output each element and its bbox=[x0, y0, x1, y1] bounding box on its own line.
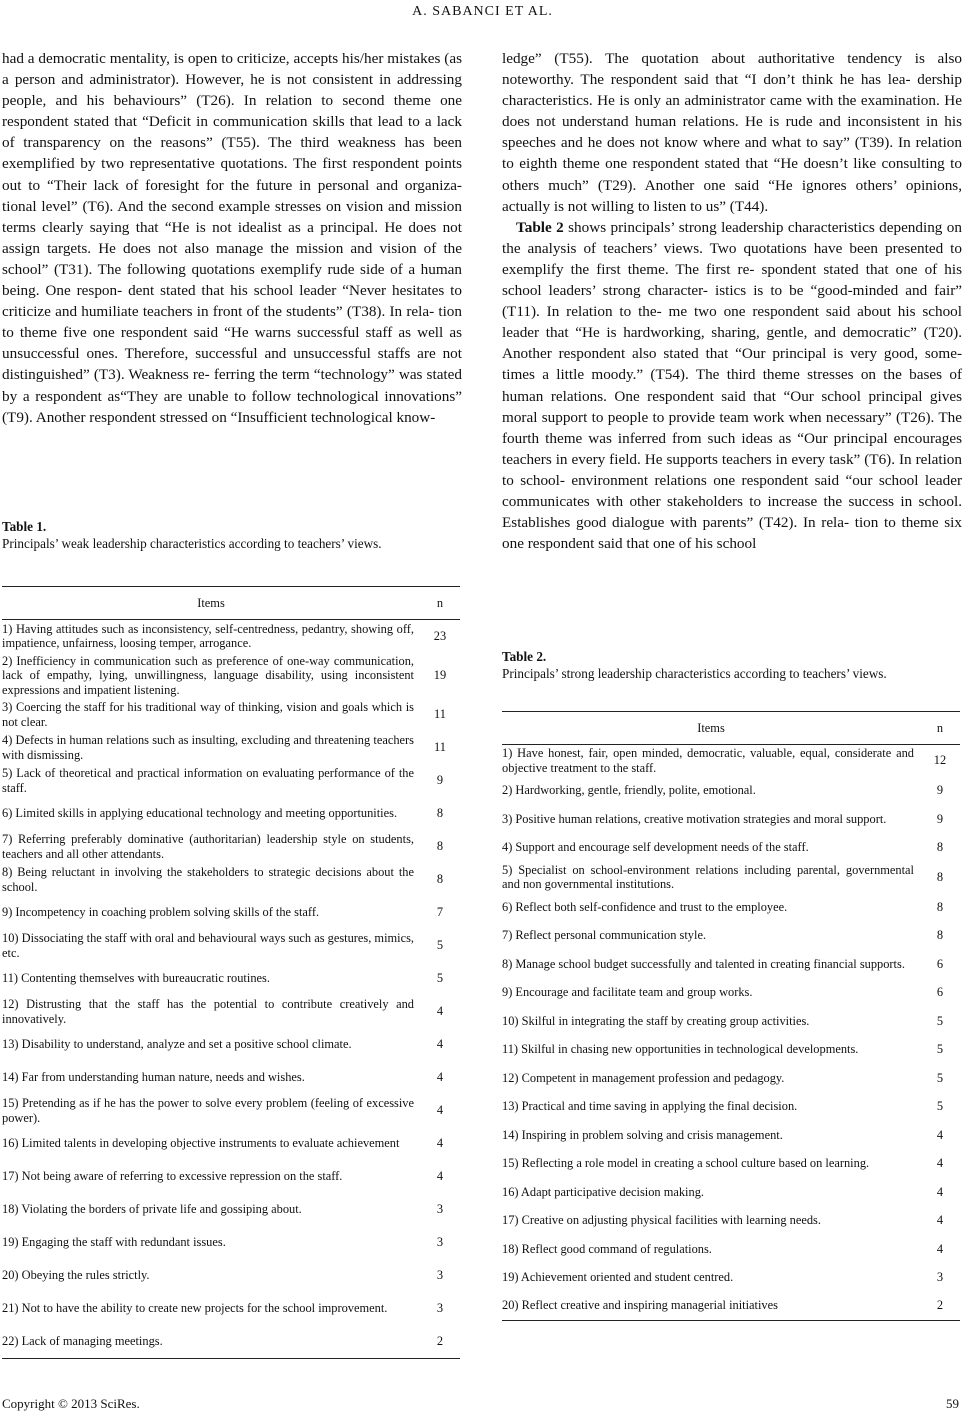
table-cell-item: 20) Reflect creative and inspiring managerial initiatives bbox=[502, 1292, 920, 1321]
table-cell-item: 19) Engaging the staff with redundant issues. bbox=[2, 1235, 226, 1250]
body-paragraph-text: shows principals’ strong leadership characteristics depending on the analysis of teachers’ views. Two quotations have been presented to exemplify the first theme. The first re- spondent stated that one of his school leaders’ strong character- istics is to be “good-minded and fair” (T11). In relation to the- me two one respondent said about his school leader that “He is hardworking, sharing, gentle, and democratic” (T20). Another respondent also stated that “Our principal is very good, some- times a little moody.” (T54). The third theme stresses on the bases of human relations. One respondent said that “Our school principal gives moral support to people to provide team work when necessary” (T26). The fourth theme was inferred from such ideas as “Our principal encourages teachers in every field. He supports teachers in every task” (T6). In relation to school- environment relations one respondent said “our school leader communicates with other stakeholders to increase the success in school. Establishes good dialogue with parents” (T42). In rela- tion to theme six one respondent said that one of his school bbox=[502, 218, 962, 553]
table1 bbox=[2, 586, 460, 1359]
table-cell-n: 5 bbox=[936, 1099, 944, 1113]
table-row bbox=[502, 1121, 960, 1150]
table2 bbox=[502, 711, 960, 1321]
table-cell-item: 19) Achievement oriented and student centred. bbox=[502, 1270, 734, 1284]
table2-caption bbox=[502, 648, 962, 682]
table2-caption-text: Principals’ strong leadership characteristics according to teachers’ views. bbox=[502, 666, 887, 681]
table-cell-item: 18) Reflect good command of regulations. bbox=[502, 1241, 712, 1256]
table-cell-n: 4 bbox=[936, 1156, 944, 1170]
table-cell-n: 4 bbox=[936, 1127, 944, 1142]
table-row bbox=[502, 1206, 960, 1235]
table-cell-n: 5 bbox=[436, 938, 444, 953]
table-cell-item: 14) Inspiring in problem solving and crisis management. bbox=[502, 1127, 783, 1142]
left-column bbox=[2, 48, 462, 428]
table-row bbox=[2, 1061, 460, 1094]
table-cell-item: 6) Limited skills in applying educational technology and meeting opportunities. bbox=[2, 806, 398, 821]
table-cell-item: 9) Encourage and facilitate team and group works. bbox=[502, 985, 753, 999]
table-cell-item: 7) Reflect personal communication style. bbox=[502, 928, 707, 942]
table-row bbox=[2, 1226, 460, 1259]
table-cell-item: 21) Not to have the ability to create new projects for the school improvement. bbox=[2, 1301, 388, 1316]
table-cell-n: 4 bbox=[436, 1004, 444, 1019]
table-row bbox=[2, 863, 460, 896]
table-cell-item: 13) Practical and time saving in applying the final decision. bbox=[502, 1099, 798, 1113]
table-row bbox=[502, 921, 960, 950]
table-cell-n: 4 bbox=[436, 1070, 444, 1085]
table-row bbox=[2, 929, 460, 962]
table-cell-item: 4) Support and encourage self development needs of the staff. bbox=[502, 840, 809, 854]
copyright-footer: Copyright © 2013 SciRes. bbox=[2, 1396, 140, 1411]
table-row bbox=[502, 1235, 960, 1264]
table-row bbox=[502, 1092, 960, 1121]
table-row bbox=[502, 950, 960, 979]
table-cell-item: 2) Hardworking, gentle, friendly, polite, emotional. bbox=[502, 783, 756, 797]
table1-caption-text: Principals’ weak leadership characteristics according to teachers’ views. bbox=[2, 536, 382, 551]
table-row bbox=[2, 797, 460, 830]
table-cell-item: 4) Defects in human relations such as insulting, excluding and threatening teachers with dismissing. bbox=[2, 733, 414, 762]
table-row bbox=[502, 805, 960, 834]
table-row bbox=[2, 1292, 460, 1325]
table-cell-n: 2 bbox=[920, 1292, 960, 1321]
table-cell-item: 5) Lack of theoretical and practical information on evaluating performance of the staff. bbox=[2, 766, 414, 795]
table-cell-item: 18) Violating the borders of private life and gossiping about. bbox=[2, 1202, 302, 1217]
right-column bbox=[502, 48, 962, 554]
table-cell-n: 3 bbox=[436, 1235, 444, 1250]
table-cell-n: 4 bbox=[936, 1213, 944, 1227]
table-row bbox=[502, 893, 960, 922]
table-cell-n: 8 bbox=[936, 928, 944, 942]
table-cell-n: 4 bbox=[436, 1037, 444, 1052]
table-row bbox=[2, 1160, 460, 1193]
table-row bbox=[2, 962, 460, 995]
table-cell-n: 19 bbox=[433, 668, 447, 682]
table-cell-item: 1) Having attitudes such as inconsistency, self-centredness, pedantry, showing off, impatience, unfairness, loosing temper, arrogance. bbox=[2, 621, 414, 651]
table-cell-n: 3 bbox=[436, 1268, 444, 1283]
table-row bbox=[502, 745, 960, 777]
table-cell-item: 20) Obeying the rules strictly. bbox=[2, 1268, 150, 1283]
table-row bbox=[2, 896, 460, 929]
table-row bbox=[2, 1094, 460, 1127]
table-cell-n: 5 bbox=[936, 1013, 944, 1028]
table-cell-n: 8 bbox=[936, 869, 944, 884]
table2-label: Table 2. bbox=[502, 649, 547, 664]
running-header: A. SABANCI ET AL. bbox=[412, 4, 553, 19]
table-cell-n: 12 bbox=[933, 753, 947, 768]
table-cell-n: 9 bbox=[936, 811, 944, 826]
table-row bbox=[502, 1007, 960, 1036]
table-row bbox=[2, 1127, 460, 1160]
table-cell-item: 16) Adapt participative decision making. bbox=[502, 1184, 704, 1199]
body-paragraph bbox=[502, 217, 962, 555]
table-row bbox=[2, 653, 460, 699]
table-row bbox=[2, 698, 460, 731]
table-cell-item: 1) Have honest, fair, open minded, democratic, valuable, equal, considerate and objective treatment to the staff. bbox=[502, 746, 914, 775]
table-cell-item: 8) Manage school budget successfully and talented in creating financial supports. bbox=[502, 956, 905, 971]
table-cell-item: 8) Being reluctant in involving the stakeholders to strategic decisions about the school. bbox=[2, 865, 414, 894]
table1-caption bbox=[2, 518, 462, 552]
table-cell-n: 4 bbox=[436, 1136, 444, 1151]
table-cell-n: 5 bbox=[936, 1042, 944, 1056]
table-cell-item: 7) Referring preferably dominative (authoritarian) leadership style on students, teachers and all other attendants. bbox=[2, 832, 414, 861]
table-cell-item: 12) Competent in management profession and pedagogy. bbox=[502, 1070, 785, 1085]
table-cell-n: 3 bbox=[436, 1301, 444, 1316]
table-cell-n: 8 bbox=[436, 872, 444, 887]
table-row bbox=[502, 862, 960, 893]
table-cell-n: 8 bbox=[936, 899, 944, 914]
table2-reference: Table 2 bbox=[516, 218, 564, 236]
table-cell-n: 3 bbox=[436, 1202, 444, 1217]
table-cell-item: 11) Contenting themselves with bureaucratic routines. bbox=[2, 971, 270, 986]
table-cell-item: 15) Reflecting a role model in creating a school culture based on learning. bbox=[502, 1156, 870, 1170]
table-cell-n: 6 bbox=[936, 985, 944, 999]
page-number: 59 bbox=[946, 1396, 959, 1411]
table-cell-item: 17) Creative on adjusting physical facilities with learning needs. bbox=[502, 1213, 821, 1227]
table1-header-n: n bbox=[420, 587, 460, 620]
table-cell-item: 3) Coercing the staff for his traditional way of thinking, vision and goals which is not clear. bbox=[2, 700, 414, 729]
table-cell-n: 7 bbox=[436, 905, 444, 920]
table-cell-n: 9 bbox=[936, 783, 944, 797]
table-cell-n: 3 bbox=[936, 1270, 944, 1284]
table-cell-item: 22) Lack of managing meetings. bbox=[2, 1325, 420, 1358]
table-cell-n: 5 bbox=[436, 971, 444, 986]
table-cell-item: 3) Positive human relations, creative motivation strategies and moral support. bbox=[502, 811, 887, 826]
table-cell-n: 23 bbox=[433, 629, 447, 643]
table2-header-items: Items bbox=[502, 712, 920, 745]
table-row bbox=[502, 833, 960, 862]
table-row bbox=[2, 1028, 460, 1061]
table-row bbox=[2, 830, 460, 863]
table-cell-item: 6) Reflect both self-confidence and trust to the employee. bbox=[502, 899, 788, 914]
table-cell-item: 14) Far from understanding human nature, needs and wishes. bbox=[2, 1070, 305, 1085]
table-row bbox=[502, 1178, 960, 1207]
table-row bbox=[2, 1193, 460, 1226]
table-row bbox=[502, 776, 960, 805]
table-cell-item: 13) Disability to understand, analyze and set a positive school climate. bbox=[2, 1037, 352, 1052]
table-row bbox=[502, 1064, 960, 1093]
table-cell-n: 4 bbox=[936, 1241, 944, 1256]
table-row bbox=[502, 978, 960, 1007]
table-cell-n: 8 bbox=[936, 840, 944, 854]
table-row bbox=[502, 1149, 960, 1178]
table-cell-item: 2) Inefficiency in communication such as preference of one-way communication, lack of empathy, lying, unwillingness, language disability, using inconsistent expressions and impatient listening. bbox=[2, 653, 414, 697]
table-cell-n: 5 bbox=[936, 1070, 944, 1085]
table-cell-n: 8 bbox=[436, 839, 444, 854]
table-cell-item: 17) Not being aware of referring to excessive repression on the staff. bbox=[2, 1169, 343, 1184]
table-row bbox=[502, 1263, 960, 1292]
table-row bbox=[2, 995, 460, 1028]
body-paragraph: ledge” (T55). The quotation about authoritative tendency is also noteworthy. The respondent said that “I don’t think he has lea- dership characteristics. He is only an administrator came with the examination. He does not understand human relations. He is rude and inconsistent in his speeches and he does not know where and what to say” (T39). In relation to eighth theme one respondent stated that “He doesn’t like consulting to others much” (T29). Another one said “He ignores others’ opinions, actually is not willing to listen to us” (T44). bbox=[502, 50, 962, 215]
table-cell-item: 12) Distrusting that the staff has the potential to contribute creatively and innovatively. bbox=[2, 997, 414, 1026]
table-row bbox=[502, 1035, 960, 1064]
table-row bbox=[2, 764, 460, 797]
table1-label: Table 1. bbox=[2, 519, 47, 534]
table-cell-item: 11) Skilful in chasing new opportunities in technological developments. bbox=[502, 1042, 859, 1056]
table-cell-n: 4 bbox=[936, 1184, 944, 1199]
body-paragraph: had a democratic mentality, is open to criticize, accepts his/her mistakes (as a person and administrator). However, he is not consistent in addressing people, and his behaviours” (T26). In relation to second theme one respondent stated that “Deficit in communication skills that lead to a lack of transparency on the reasons” (T55). The third weakness has been exemplified by two representative quotations. The first respondent points out to “Their lack of foresight for the future in personal and organiza- tional level” (T6). And the second example stresses on vision and mission terms clearly saying that “He is not idealist as a principal. He does not assign targets. He does not also manage the mission and vision of the school” (T31). The following quotations exemplify rude side of a human being. One respon- dent stated that his school leader “Never hesitates to criticize and humiliate teachers in front of the students” (T38). In rela- tion to theme five one respondent said “He warns successful staff as well as unsuccessful ones. Therefore, successful and unsuccessful staffs are not distinguished” (T3). Weakness re- ferring the term “technology” was stated by a respondent as“They are unable to follow technological innovations” (T9). Another respondent stressed on “Insufficient technological know- bbox=[2, 50, 462, 426]
table1-header-items: Items bbox=[2, 587, 420, 620]
table-row bbox=[2, 1325, 460, 1358]
table-cell-n: 9 bbox=[436, 773, 444, 788]
table-row bbox=[2, 1259, 460, 1292]
table-cell-n: 11 bbox=[434, 707, 446, 722]
table-cell-item: 9) Incompetency in coaching problem solving skills of the staff. bbox=[2, 905, 320, 920]
table-row bbox=[2, 731, 460, 764]
table-cell-n: 4 bbox=[436, 1169, 444, 1184]
table-cell-n: 8 bbox=[436, 806, 444, 821]
table-cell-item: 15) Pretending as if he has the power to solve every problem (feeling of excessive power). bbox=[2, 1096, 414, 1125]
table-row bbox=[502, 1292, 960, 1321]
table-cell-n: 6 bbox=[936, 956, 944, 971]
table-cell-n: 4 bbox=[436, 1103, 444, 1118]
table-row bbox=[2, 620, 460, 653]
table-cell-item: 16) Limited talents in developing objective instruments to evaluate achievement bbox=[2, 1136, 400, 1151]
table-cell-item: 5) Specialist on school-environment relations including parental, governmental and non governmental institutions. bbox=[502, 862, 914, 891]
table-cell-item: 10) Skilful in integrating the staff by creating group activities. bbox=[502, 1013, 810, 1028]
table-cell-n: 11 bbox=[434, 740, 446, 755]
table2-header-n: n bbox=[920, 712, 960, 745]
table-cell-n: 2 bbox=[420, 1325, 460, 1358]
table-cell-item: 10) Dissociating the staff with oral and behavioural ways such as gestures, mimics, etc. bbox=[2, 931, 415, 960]
